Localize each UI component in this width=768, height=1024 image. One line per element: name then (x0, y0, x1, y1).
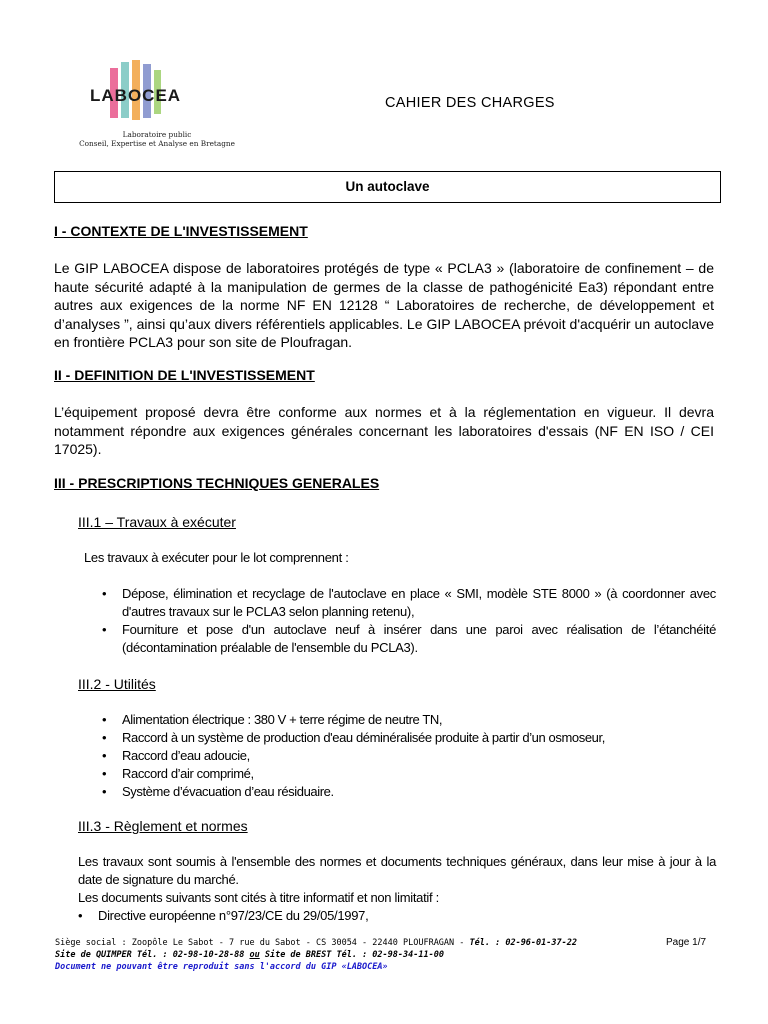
footer-line-2: Site de QUIMPER Tél. : 02-98-10-28-88 ou Site de BREST Tél. : 02-98-34-11-00 (55, 950, 444, 960)
section-1-heading: I - CONTEXTE DE L'INVESTISSEMENT (54, 223, 308, 239)
bullet-icon: • (102, 586, 107, 601)
bullet-icon: • (102, 784, 107, 799)
subsection-3-3-text (78, 853, 716, 907)
list-item: • Alimentation électrique : 380 V + terre régime de neutre TN, (102, 712, 443, 727)
list-item: • Raccord d’air comprimé, (102, 766, 254, 781)
bullet-icon: • (102, 622, 107, 637)
works-list (102, 585, 716, 657)
subsection-3-1-intro: Les travaux à exécuter pour le lot comprennent : (84, 550, 349, 565)
subsection-3-3-text-1: Les travaux sont soumis à l'ensemble des normes et documents techniques généraux, dans leur mise à jour à la date de signature du marché. (78, 854, 716, 887)
list-item: • Directive européenne n°97/23/CE du 29/05/1997, (78, 908, 369, 923)
bullet-icon: • (102, 712, 107, 727)
footer-line-3: Document ne pouvant être reproduit sans l'accord du GIP «LABOCEA» (55, 962, 388, 972)
bullet-icon: • (102, 730, 107, 745)
utilities-list (102, 711, 716, 801)
list-item: • Dépose, élimination et recyclage de l'autoclave en place « SMI, modèle STE 8000 » (à coordonner avec d'autres travaux sur le PCLA3 selon planning retenu), (102, 586, 716, 619)
norms-list (78, 907, 716, 925)
labocea-logo (79, 60, 235, 155)
logo-subtitle-line1: Laboratoire public (122, 130, 192, 139)
logo-subtitle (62, 130, 252, 148)
list-item: • Fourniture et pose d'un autoclave neuf à insérer dans une paroi avec réalisation de l’étanchéité (décontamination préalable de l'ensemble du PCLA3). (102, 622, 716, 655)
list-item: • Système d’évacuation d’eau résiduaire. (102, 784, 334, 799)
bullet-icon: • (102, 766, 107, 781)
logo-text: LABOCEA (90, 86, 182, 105)
list-item: • Raccord à un système de production d'eau déminéralisée produite à partir d’un osmoseur, (102, 730, 605, 745)
page-footer (55, 937, 735, 973)
section-2-text: L’équipement proposé devra être conforme aux normes et à la réglementation en vigueur. Il devra notamment répondre aux exigences générales concernant les laboratoires d'essais (NF EN ISO / CEI 17025). (54, 404, 714, 457)
bullet-icon: • (78, 908, 83, 923)
subsection-3-1-heading: III.1 – Travaux à exécuter (78, 514, 236, 530)
subsection-3-2-heading: III.2 - Utilités (78, 676, 156, 692)
list-item: • Raccord d’eau adoucie, (102, 748, 250, 763)
subsection-3-3-text-2: Les documents suivants sont cités à titre informatif et non limitatif : (78, 890, 439, 905)
document-type: CAHIER DES CHARGES (385, 95, 555, 111)
section-1-text: Le GIP LABOCEA dispose de laboratoires protégés de type « PCLA3 » (laboratoire de confinement – de haute sécurité adapté à la manipulation de germes de la classe de pathogénicité Ea3) répondant entre autres aux exigences de la norme NF EN 12128 “ Laboratoires de recherche, de développement et d’analyses ”, ainsi qu’aux divers référentiels applicables. Le GIP LABOCEA prévoit d'acquérir un autoclave en frontière PCLA3 pour son site de Ploufragan. (54, 260, 714, 350)
section-2-heading: II - DEFINITION DE L'INVESTISSEMENT (54, 367, 315, 383)
page-number: Page 1/7 (666, 937, 707, 948)
document-title: Un autoclave (54, 171, 721, 203)
footer-line-1: Siège social : Zoopôle Le Sabot - 7 rue du Sabot - CS 30054 - 22440 PLOUFRAGAN - Tél. : 02-96-01-37-22 (55, 938, 577, 948)
subsection-3-3-heading: III.3 - Règlement et normes (78, 818, 248, 834)
bullet-icon: • (102, 748, 107, 763)
section-3-heading: III - PRESCRIPTIONS TECHNIQUES GENERALES (54, 475, 380, 491)
logo-subtitle-line2: Conseil, Expertise et Analyse en Bretagne (79, 139, 235, 148)
